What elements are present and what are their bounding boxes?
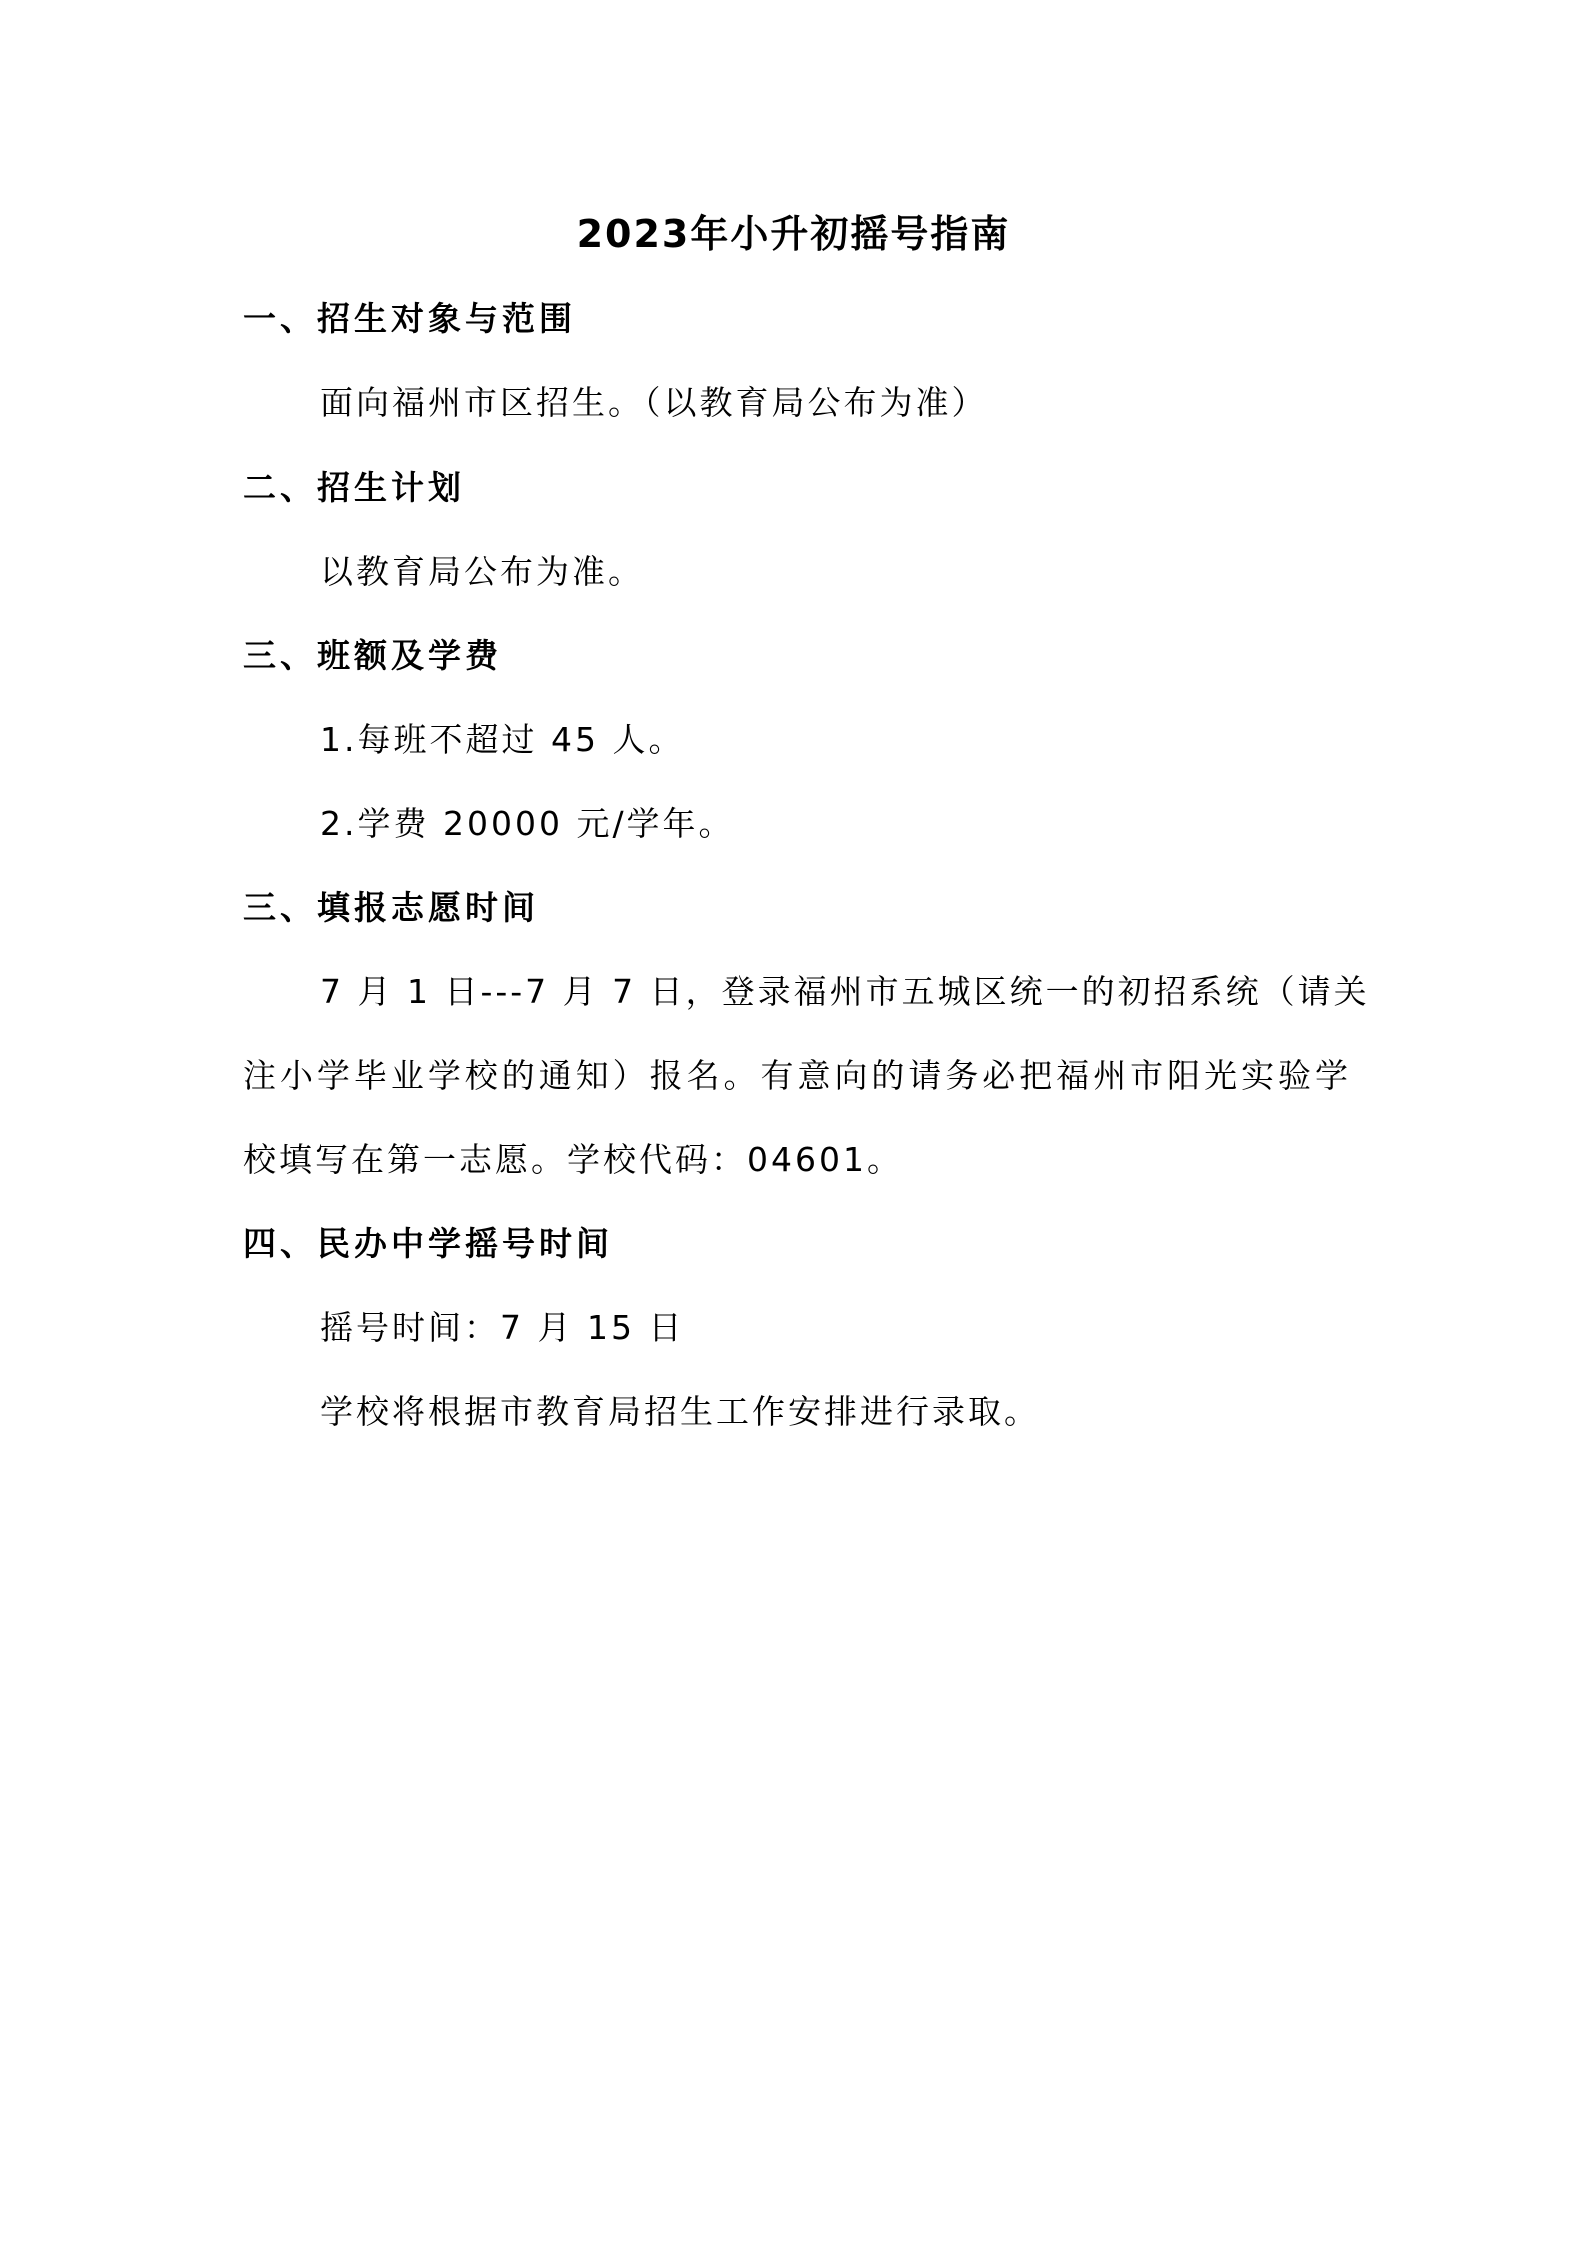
application-paragraph-line-2: 注小学毕业学校的通知）报名。有意向的请务必把福州市阳光实验学	[243, 1056, 1351, 1095]
application-paragraph-line-1: 7 月 1 日---7 月 7 日，登录福州市五城区统一的初招系统（请关	[320, 972, 1370, 1011]
section-heading-application-period: 三、填报志愿时间	[243, 888, 539, 927]
lottery-time-paragraph: 摇号时间：7 月 15 日	[320, 1308, 685, 1347]
scope-paragraph: 面向福州市区招生。（以教育局公布为准）	[320, 383, 988, 422]
document-title: 2023年小升初摇号指南	[576, 212, 1011, 256]
admission-paragraph: 学校将根据市教育局招生工作安排进行录取。	[320, 1392, 1040, 1431]
section-heading-scope: 一、招生对象与范围	[243, 299, 576, 338]
class-size-item: 1.每班不超过 45 人。	[320, 720, 685, 759]
section-heading-plan: 二、招生计划	[243, 468, 465, 507]
section-heading-lottery-time: 四、民办中学摇号时间	[243, 1224, 613, 1263]
tuition-item: 2.学费 20000 元/学年。	[320, 804, 735, 843]
plan-paragraph: 以教育局公布为准。	[320, 552, 644, 591]
application-paragraph-line-3: 校填写在第一志愿。学校代码：04601。	[243, 1140, 903, 1179]
section-heading-class-size-fees: 三、班额及学费	[243, 636, 502, 675]
